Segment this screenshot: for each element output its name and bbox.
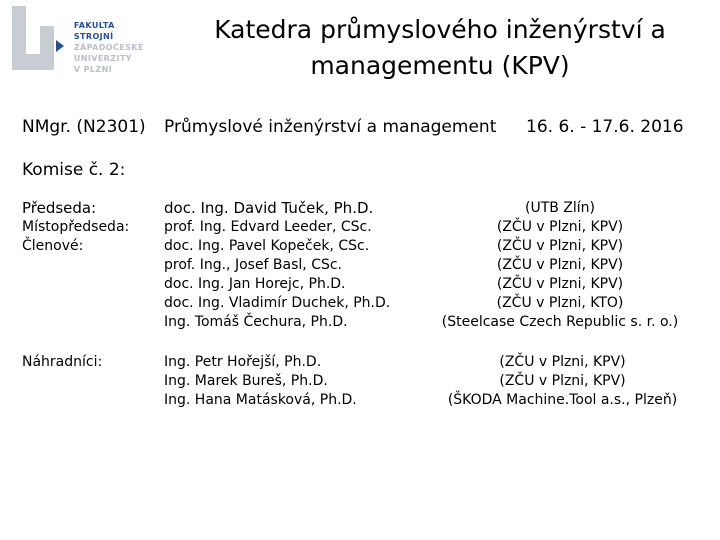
- member-name: doc. Ing. Jan Horejc, Ph.D.: [164, 276, 346, 292]
- substitute-name: Ing. Marek Bureš, Ph.D.: [164, 373, 328, 389]
- role-labels: [22, 199, 129, 256]
- member-org: (ZČU v Plzni, KPV): [496, 219, 624, 235]
- committee-heading: Komise č. 2:: [22, 160, 126, 180]
- member-names: [164, 199, 390, 332]
- program-name: Průmyslové inženýrství a management: [164, 117, 497, 137]
- member-name: doc. Ing. David Tuček, Ph.D.: [164, 199, 374, 217]
- member-org: (ZČU v Plzni, KPV): [496, 238, 624, 254]
- substitute-orgs: [420, 353, 705, 410]
- substitute-name: Ing. Petr Hořejší, Ph.D.: [164, 354, 322, 370]
- member-org: (ZČU v Plzni, KPV): [496, 257, 624, 273]
- title-line-1: Katedra průmyslového inženýrství a: [214, 15, 666, 44]
- program-row: [0, 117, 720, 141]
- university-logo-mark: [12, 6, 60, 76]
- program-code: NMgr. (N2301): [22, 117, 146, 137]
- member-orgs: [420, 199, 700, 332]
- member-name: prof. Ing., Josef Basl, CSc.: [164, 257, 343, 273]
- member-name: Ing. Tomáš Čechura, Ph.D.: [164, 314, 348, 330]
- logo-text: [74, 20, 154, 75]
- member-name: doc. Ing. Vladimír Duchek, Ph.D.: [164, 295, 391, 311]
- substitute-org: (ŠKODA Machine.Tool a.s., Plzeň): [447, 392, 678, 408]
- logo-line-2: ZÁPADOČESKÉ: [73, 43, 144, 52]
- members-label: Členové:: [22, 238, 84, 254]
- title-line-2: managementu (KPV): [310, 51, 570, 80]
- substitute-names: [164, 353, 357, 410]
- logo-line-3: UNIVERZITY: [73, 54, 132, 63]
- logo-line-1: FAKULTA STROJNÍ: [73, 21, 115, 41]
- substitute-name: Ing. Hana Matásková, Ph.D.: [164, 392, 357, 408]
- member-org: (Steelcase Czech Republic s. r. o.): [441, 314, 679, 330]
- substitute-org: (ZČU v Plzni, KPV): [499, 354, 626, 370]
- substitutes-label: Náhradníci:: [22, 354, 103, 370]
- page-title: [170, 12, 710, 84]
- vice-chair-label: Místopředseda:: [22, 219, 130, 235]
- member-name: doc. Ing. Pavel Kopeček, CSc.: [164, 238, 370, 254]
- faculty-logo: [12, 6, 154, 76]
- member-org: (UTB Zlín): [524, 200, 596, 216]
- member-org: (ZČU v Plzni, KPV): [496, 276, 624, 292]
- member-name: prof. Ing. Edvard Leeder, CSc.: [164, 219, 372, 235]
- program-dates: 16. 6. - 17.6. 2016: [526, 117, 684, 137]
- substitute-org: (ZČU v Plzni, KPV): [499, 373, 626, 389]
- logo-line-4: V PLZNI: [73, 65, 113, 74]
- chair-label: Předseda:: [22, 199, 97, 217]
- member-org: (ZČU v Plzni, KTO): [496, 295, 624, 311]
